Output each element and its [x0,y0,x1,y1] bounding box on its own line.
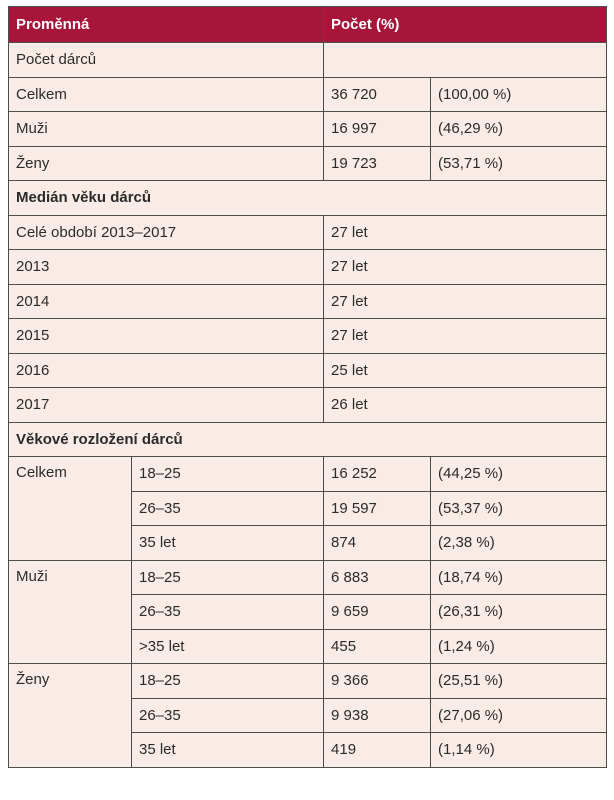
row-percent: (2,38 %) [431,526,607,561]
row-value: 36 720 [324,77,431,112]
row-percent: (1,14 %) [431,733,607,768]
row-percent: (27,06 %) [431,698,607,733]
row-value: 9 366 [324,664,431,699]
row-value: 27 let [324,250,607,285]
age-range: 18–25 [132,664,324,699]
table-row [9,215,607,250]
row-label: Celé období 2013–2017 [9,215,324,250]
age-range: 18–25 [132,560,324,595]
row-percent: (26,31 %) [431,595,607,630]
row-label: 2016 [9,353,324,388]
row-label: Celkem [9,77,324,112]
row-value: 27 let [324,319,607,354]
group-label: Celkem [9,457,132,561]
row-label: Muži [9,112,324,147]
row-percent: (53,71 %) [431,146,607,181]
donors-count-label-row [9,43,607,78]
age-range: 26–35 [132,595,324,630]
table-row [9,250,607,285]
table-row [9,457,607,492]
donor-statistics-table [8,6,607,768]
table-row [9,664,607,699]
table-row [9,146,607,181]
row-label: 2017 [9,388,324,423]
row-label: 2015 [9,319,324,354]
donors-count-label: Počet dárců [9,43,324,78]
table-row [9,388,607,423]
row-percent: (25,51 %) [431,664,607,699]
row-percent: (46,29 %) [431,112,607,147]
age-range: 35 let [132,733,324,768]
age-range: >35 let [132,629,324,664]
age-range: 35 let [132,526,324,561]
row-percent: (18,74 %) [431,560,607,595]
row-percent: (1,24 %) [431,629,607,664]
median-age-section-title: Medián věku dárců [9,181,607,216]
row-value: 27 let [324,284,607,319]
row-value: 26 let [324,388,607,423]
header-count: Počet (%) [324,7,607,43]
row-label: 2014 [9,284,324,319]
row-percent: (44,25 %) [431,457,607,492]
empty-cell [324,43,607,78]
age-distribution-section-title: Věkové rozložení dárců [9,422,607,457]
row-label: Ženy [9,146,324,181]
table-row [9,560,607,595]
header-variable: Proměnná [9,7,324,43]
row-value: 455 [324,629,431,664]
group-label: Ženy [9,664,132,768]
row-value: 16 997 [324,112,431,147]
row-value: 25 let [324,353,607,388]
table-row [9,319,607,354]
age-range: 26–35 [132,698,324,733]
table-row [9,284,607,319]
row-value: 9 659 [324,595,431,630]
table-row [9,353,607,388]
row-value: 874 [324,526,431,561]
row-value: 19 597 [324,491,431,526]
row-value: 27 let [324,215,607,250]
table-row [9,112,607,147]
row-value: 16 252 [324,457,431,492]
age-range: 26–35 [132,491,324,526]
row-label: 2013 [9,250,324,285]
table-row [9,77,607,112]
row-percent: (100,00 %) [431,77,607,112]
section-header-row [9,181,607,216]
row-value: 419 [324,733,431,768]
row-value: 19 723 [324,146,431,181]
age-range: 18–25 [132,457,324,492]
table-header-row [9,7,607,43]
row-percent: (53,37 %) [431,491,607,526]
row-value: 9 938 [324,698,431,733]
row-value: 6 883 [324,560,431,595]
group-label: Muži [9,560,132,664]
section-header-row [9,422,607,457]
